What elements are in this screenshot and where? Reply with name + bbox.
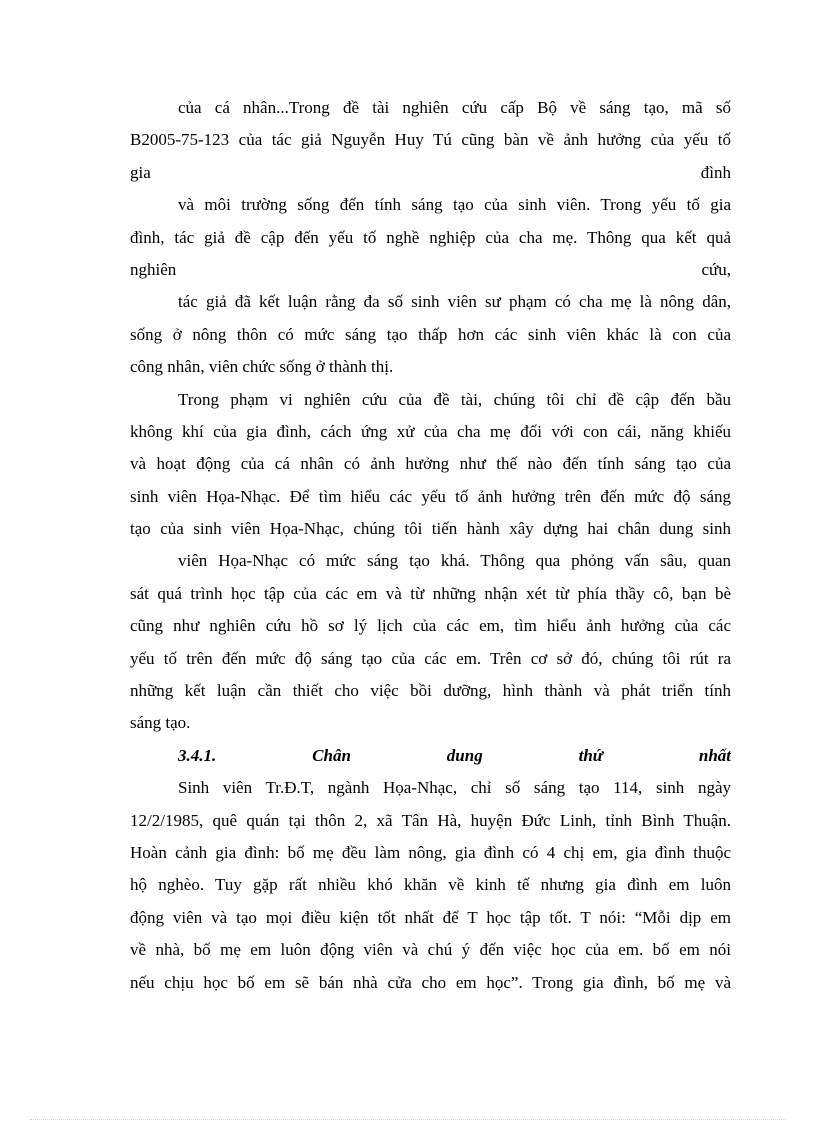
text-line: động viên và tạo mọi điều kiện tốt nhất để T học tập tốt. T nói: “Mỗi dịp em [130, 907, 731, 927]
text-line: sinh viên Họa-Nhạc. Để tìm hiểu các yếu tố ảnh hưởng trên đến mức độ sáng [130, 486, 731, 506]
page-bottom-rule [30, 1119, 786, 1120]
text-line: tác giả đã kết luận rằng đa số sinh viên sư phạm có cha mẹ là nông dân, [178, 292, 731, 312]
text-line: tạo của sinh viên Họa-Nhạc, chúng tôi tiến hành xây dựng hai chân dung sinh [130, 519, 731, 539]
text-line: cũng như nghiên cứu hồ sơ lý lịch của các em, tìm hiểu ảnh hưởng của các [130, 616, 731, 636]
text-line: 12/2/1985, quê quán tại thôn 2, xã Tân Hà, huyện Đức Linh, tỉnh Bình Thuận. [130, 810, 731, 830]
text-line: hộ nghèo. Tuy gặp rất nhiều khó khăn về kinh tế nhưng gia đình em luôn [130, 875, 731, 895]
text-line: Sinh viên Tr.Đ.T, ngành Họa-Nhạc, chỉ số sáng tạo 114, sinh ngày [178, 778, 731, 798]
text-line: sáng tạo. [130, 713, 191, 733]
text-line: sát quá trình học tập của các em và từ những nhận xét từ phía thầy cô, bạn bè [130, 583, 731, 603]
text-line: viên Họa-Nhạc có mức sáng tạo khá. Thông qua phỏng vấn sâu, quan [178, 551, 731, 571]
text-line: công nhân, viên chức sống ở thành thị. [130, 357, 394, 377]
text-line: nghiên cứu, [130, 259, 731, 279]
text-line: và hoạt động của cá nhân có ảnh hưởng như thế nào đến tính sáng tạo của [130, 454, 731, 474]
text-line: đình, tác giả đề cập đến yếu tố nghề nghiệp của cha mẹ. Thông qua kết quả [130, 227, 731, 247]
body-text [130, 92, 731, 999]
text-line: những kết luận cần thiết cho việc bồi dưỡng, hình thành và phát triển tính [130, 681, 731, 701]
text-line: không khí của gia đình, cách ứng xử của cha mẹ đối với con cái, năng khiếu [130, 421, 731, 441]
section-heading: 3.4.1. Chân dung thứ nhất [178, 745, 731, 765]
text-line: về nhà, bố mẹ em luôn động viên và chú ý đến việc học của em. bố em nói [130, 940, 731, 960]
text-line: yếu tố trên đến mức độ sáng tạo của các em. Trên cơ sở đó, chúng tôi rút ra [130, 648, 731, 668]
text-line: của cá nhân...Trong đề tài nghiên cứu cấp Bộ về sáng tạo, mã số [178, 98, 731, 117]
text-line: và môi trường sống đến tính sáng tạo của sinh viên. Trong yếu tố gia [178, 195, 731, 215]
text-line: nếu chịu học bố em sẽ bán nhà cửa cho em học”. Trong gia đình, bố mẹ và [130, 972, 731, 992]
text-line: B2005-75-123 của tác giả Nguyễn Huy Tú cũng bàn về ảnh hưởng của yếu tố [130, 130, 731, 150]
text-line: sống ở nông thôn có mức sáng tạo thấp hơn các sinh viên khác là con của [130, 324, 731, 344]
text-line: Trong phạm vi nghiên cứu của đề tài, chúng tôi chỉ đề cập đến bầu [178, 389, 731, 409]
text-line: gia đình [130, 162, 731, 182]
text-line: Hoàn cảnh gia đình: bố mẹ đều làm nông, gia đình có 4 chị em, gia đình thuộc [130, 842, 731, 862]
